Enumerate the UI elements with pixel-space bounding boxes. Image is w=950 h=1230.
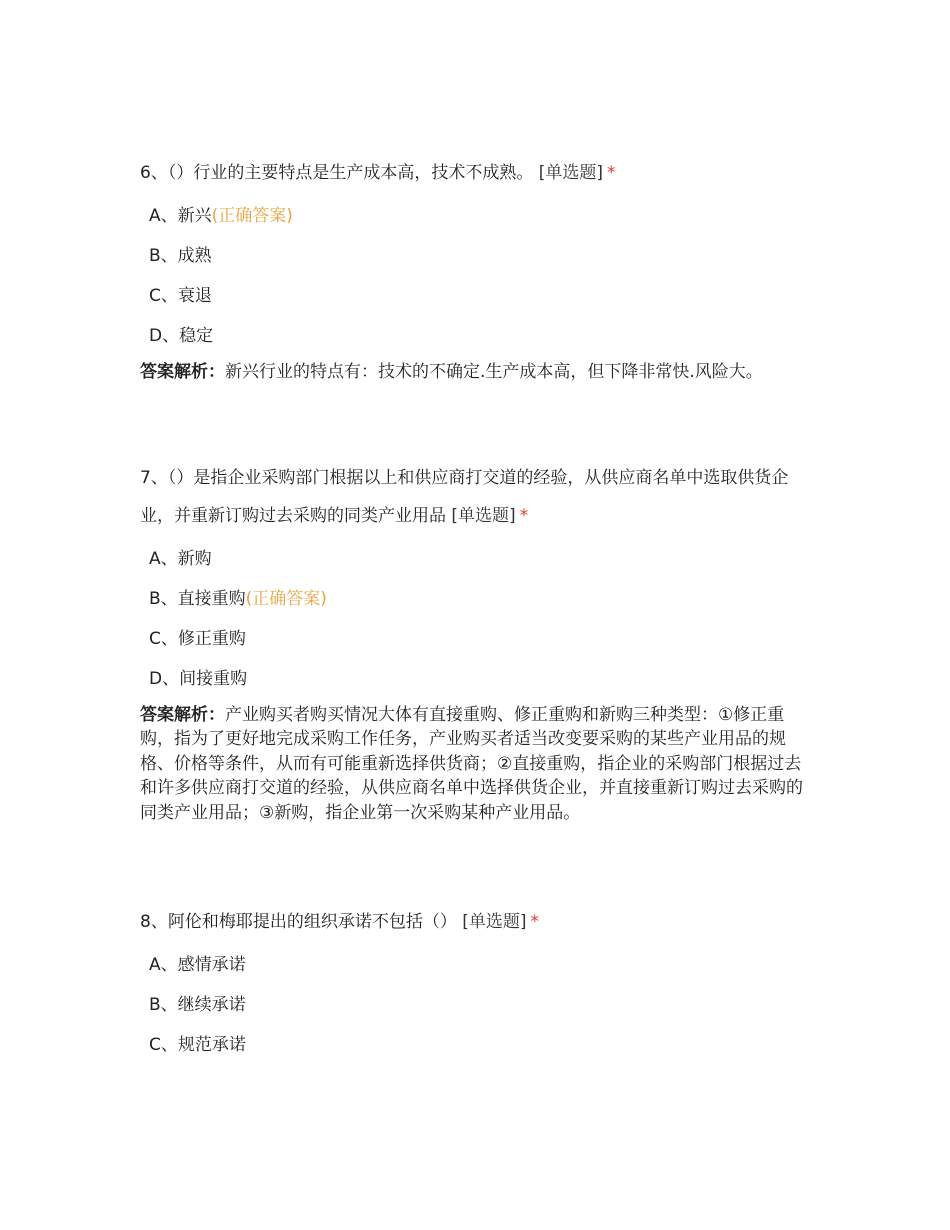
question-spacer: [140, 385, 812, 459]
option-letter: D、: [149, 668, 180, 689]
question-type-tag: [单选题]: [538, 163, 603, 183]
question-text: （）行业的主要特点是生产成本高，技术不成熟。: [167, 163, 534, 183]
required-mark: *: [530, 912, 539, 932]
option-text: 新购: [177, 548, 212, 569]
option-d[interactable]: [140, 659, 812, 699]
required-mark: *: [607, 163, 616, 183]
question-type-tag: [单选题]: [462, 912, 527, 932]
question-type-tag: [单选题]: [451, 505, 516, 526]
analysis-label: 答案解析：: [140, 704, 225, 725]
answer-analysis: [140, 703, 812, 826]
question-number: 7、: [140, 467, 168, 488]
analysis-text: 新兴行业的特点有：技术的不确定.生产成本高，但下降非常快.风险大。: [225, 362, 763, 382]
question-title: [140, 903, 812, 941]
option-a[interactable]: [140, 196, 812, 236]
option-d[interactable]: [140, 316, 812, 356]
option-text: 成熟: [177, 246, 212, 266]
option-text: 继续承诺: [177, 995, 246, 1015]
option-list: [140, 539, 812, 699]
option-letter: C、: [149, 286, 178, 306]
option-text: 新兴: [177, 206, 212, 226]
option-letter: B、: [149, 995, 178, 1015]
option-a[interactable]: [140, 945, 812, 985]
question-7: [140, 459, 812, 826]
question-text: （）是指企业采购部门根据以上和供应商打交道的经验，从供应商名单中选取供货企业，并重新订购过去采购的同类产业用品: [140, 467, 789, 526]
option-letter: B、: [149, 246, 178, 266]
correct-answer-tag: (正确答案): [211, 206, 293, 226]
option-letter: A、: [149, 955, 178, 975]
correct-answer-tag: (正确答案): [245, 588, 327, 609]
question-title: [140, 459, 812, 535]
question-8: [140, 903, 812, 1065]
required-mark: *: [519, 505, 529, 526]
option-letter: A、: [149, 206, 178, 226]
option-letter: A、: [149, 548, 178, 569]
option-c[interactable]: [140, 276, 812, 316]
option-text: 修正重购: [177, 628, 246, 649]
option-text: 间接重购: [179, 668, 248, 689]
option-a[interactable]: [140, 539, 812, 579]
question-number: 8、: [140, 912, 168, 932]
option-b[interactable]: [140, 579, 812, 619]
option-text: 感情承诺: [177, 955, 246, 975]
option-text: 直接重购: [177, 588, 246, 609]
question-number: 6、: [140, 163, 168, 183]
option-letter: B、: [149, 588, 178, 609]
option-c[interactable]: [140, 1025, 812, 1065]
question-text: 阿伦和梅耶提出的组织承诺不包括（）: [167, 912, 457, 932]
option-list: [140, 945, 812, 1065]
option-list: [140, 196, 812, 356]
option-text: 衰退: [177, 286, 212, 306]
answer-analysis: [140, 360, 812, 385]
option-c[interactable]: [140, 619, 812, 659]
option-letter: D、: [149, 326, 180, 346]
question-spacer: [140, 825, 812, 903]
option-letter: C、: [149, 628, 178, 649]
option-text: 稳定: [179, 326, 214, 346]
option-b[interactable]: [140, 985, 812, 1025]
option-letter: C、: [149, 1035, 178, 1055]
analysis-text: 产业购买者购买情况大体有直接重购、修正重购和新购三种类型：①修正重购，指为了更好地完成采购工作任务，产业购买者适当改变要采购的某些产业用品的规格、价格等条件，从而有可能重新选择供货商；②直接重购，指企业的采购部门根据过去和许多供应商打交道的经验，从供应商名单中选择供货企业，并直接重新订购过去采购的同类产业用品；③新购，指企业第一次采购某种产业用品。: [140, 704, 803, 823]
analysis-label: 答案解析：: [140, 362, 225, 382]
question-6: [140, 154, 812, 385]
option-text: 规范承诺: [177, 1035, 246, 1055]
option-b[interactable]: [140, 236, 812, 276]
question-title: [140, 154, 812, 192]
question-list: [140, 154, 812, 1065]
